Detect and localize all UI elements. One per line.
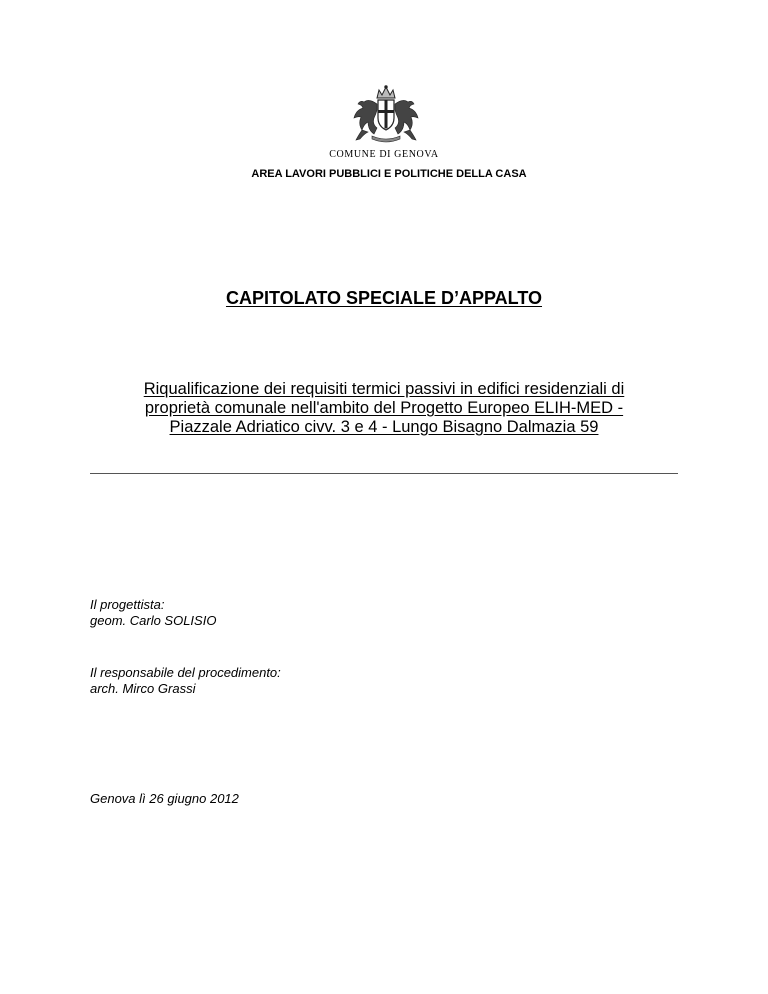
designer-signature-block <box>90 597 216 629</box>
procedure-manager-signature-block <box>90 665 281 697</box>
project-description-line: proprietà comunale nell'ambito del Progetto Europeo ELIH-MED - <box>144 399 624 417</box>
procedure-manager-name: arch. Mirco Grassi <box>90 681 196 696</box>
municipality-name: COMUNE DI GENOVA <box>329 149 439 160</box>
department-name: AREA LAVORI PUBBLICI E POLITICHE DELLA CASA <box>251 168 527 180</box>
genoa-coat-of-arms-icon <box>344 84 428 148</box>
project-description <box>90 380 678 437</box>
horizontal-divider <box>90 473 678 474</box>
designer-name: geom. Carlo SOLISIO <box>90 613 217 628</box>
procedure-manager-role: Il responsabile del procedimento: <box>90 665 281 680</box>
project-description-line: Piazzale Adriatico civv. 3 e 4 - Lungo Bisagno Dalmazia 59 <box>169 418 599 436</box>
project-description-line: Riqualificazione dei requisiti termici passivi in edifici residenziali di <box>143 380 625 398</box>
designer-role: Il progettista: <box>90 597 165 612</box>
document-title: CAPITOLATO SPECIALE D’APPALTO <box>225 288 543 308</box>
document-date: Genova lì 26 giugno 2012 <box>90 791 239 806</box>
